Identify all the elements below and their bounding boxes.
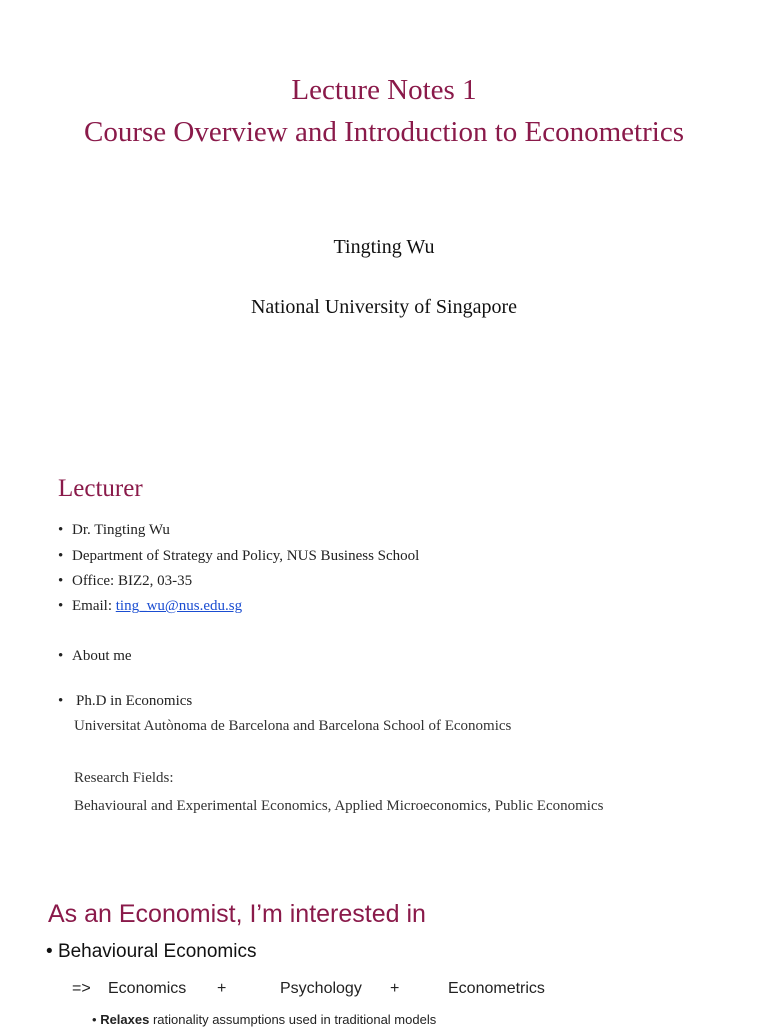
bullet-icon: • [58,648,64,664]
bullet-icon: • [92,1012,97,1027]
email-label: Email: [72,598,116,614]
bullet-item-department [58,549,419,564]
research-fields: Behavioural and Experimental Economics, Applied Microeconomics, Public Economics [74,798,604,814]
bullet-item-about [58,649,132,664]
sub-bullet-bold: Relaxes [100,1012,150,1027]
lecture-title: Lecture Notes 1 [291,74,477,106]
sub-bullet-relaxes [92,1013,436,1026]
sub-bullet-text: rationality assumptions used in traditional models [149,1012,437,1027]
bullet-icon: • [58,548,64,564]
bullet-text: Dr. Tingting Wu [72,522,170,538]
bullet-icon: • [58,522,64,538]
bullet-text: Department of Strategy and Policy, NUS Business School [72,548,420,564]
bullet-text: Behavioural Economics [57,941,257,962]
bullet-icon: • [46,941,53,962]
bullet-item-name [58,523,170,538]
author-name: Tingting Wu [333,236,435,258]
email-link[interactable]: ting_wu@nus.edu.sg [115,598,243,614]
bullet-text: Office: BIZ2, 03-35 [72,573,193,589]
bullet-text: About me [72,648,132,664]
equation-arrow: => [72,980,91,997]
bullet-item-office [58,574,192,589]
interest-heading: As an Economist, I’m interested in [48,900,426,928]
bullet-text: Ph.D in Economics [76,693,193,709]
equation-term-econometrics: Econometrics [448,980,545,997]
bullet-item-phd [58,694,192,709]
bullet-icon: • [58,598,64,614]
course-title: Course Overview and Introduction to Econometrics [84,116,684,148]
equation-plus: + [217,980,227,997]
equation-term-psychology: Psychology [280,980,362,997]
institution-name: National University of Singapore [250,296,518,318]
lecturer-heading: Lecturer [58,475,143,502]
bullet-behavioural [46,942,256,961]
equation-term-economics: Economics [108,980,187,997]
equation-plus: + [390,980,400,997]
phd-school: Universitat Autònoma de Barcelona and Barcelona School of Economics [74,718,512,734]
research-label: Research Fields: [74,770,174,786]
bullet-item-email [58,599,242,614]
bullet-icon: • [58,573,64,589]
bullet-icon: • [58,693,64,709]
